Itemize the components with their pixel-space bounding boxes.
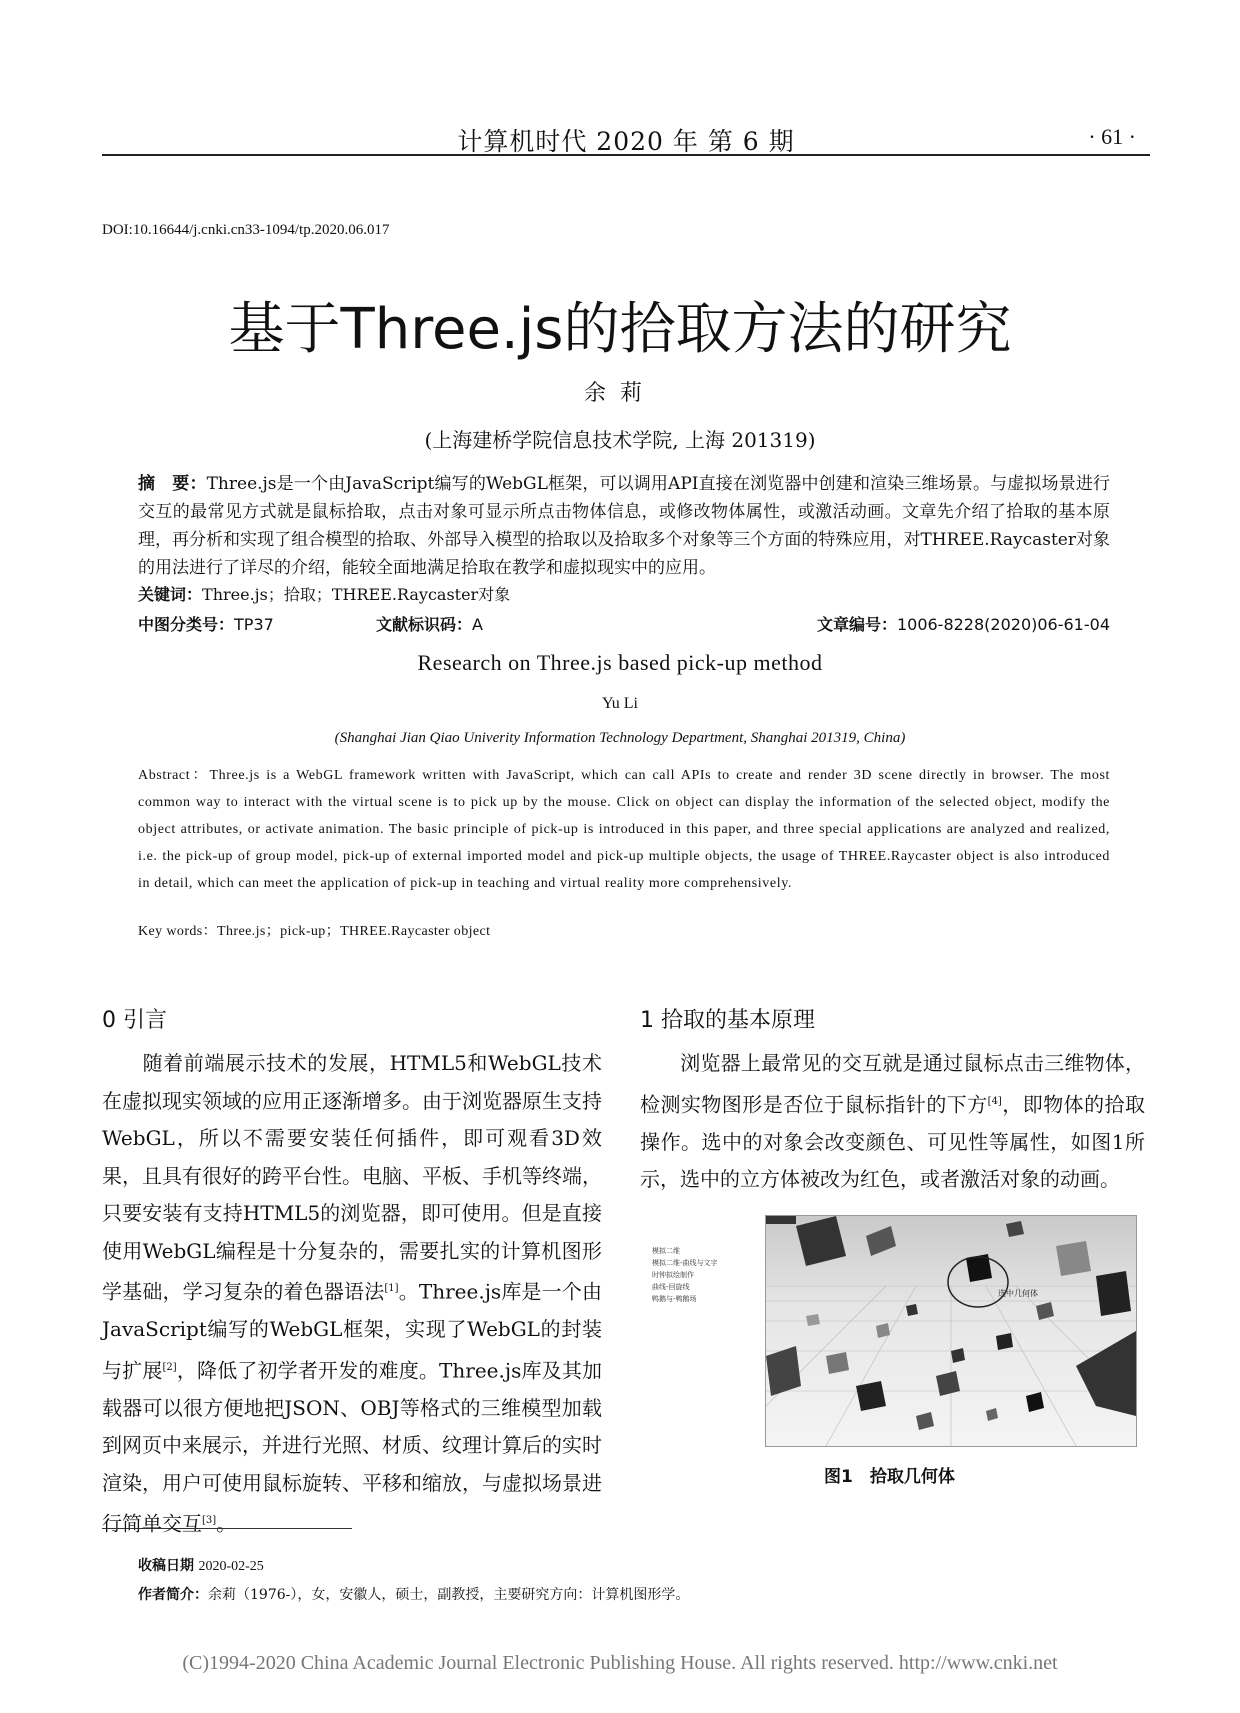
section-0-body: 随着前端展示技术的发展，HTML5和WebGL技术在虚拟现实领域的应用正逐渐增多。由于浏览器原生支持WebGL，所以不需要安装任何插件，即可观看3D效果，且具有很好的跨平台性。电脑、平板、手机等终端，只要安装有支持HTML5的浏览器，即可使用。但是直接使用WebGL编程是十分复杂的，需要扎实的计算机图形学基础，学习复杂的着色器语法[1]。Three.js库是一个由JavaScript编写的WebGL框架，实现了WebGL的封装与扩展[2]，降低了初学者开发的难度。Three.js库及其加载器可以很方便地把JSON、OBJ等格式的三维模型加载到网页中来展示，并进行光照、材质、纹理计算后的实时渲染，用户可使用鼠标旋转、平移和缩放，与虚拟场景进行简单交互[3]。 <box>102 1051 603 1536</box>
cube <box>1056 1241 1091 1276</box>
doi: DOI:10.16644/j.cnki.cn33-1094/tp.2020.06.017 <box>102 222 390 238</box>
figure-1-scene <box>765 1215 1137 1447</box>
ref-1[interactable]: [1] <box>384 1283 399 1294</box>
classification-row <box>138 612 1110 636</box>
page-number: · 61 · <box>1088 124 1136 149</box>
journal-name: 计算机时代 2020 年 第 6 期 <box>457 127 795 156</box>
doc-code: 文献标识码：A <box>376 615 483 634</box>
sidebar-menu-item[interactable]: 鸭鹅与-鸭鹅场 <box>652 1295 697 1303</box>
keywords-en-text: Three.js；pick-up；THREE.Raycaster object <box>217 924 491 939</box>
cube <box>856 1381 886 1411</box>
ref-4[interactable]: [4] <box>987 1095 1002 1107</box>
cube <box>806 1314 820 1326</box>
author-en: Yu Li <box>602 695 638 712</box>
sidebar-menu-item[interactable]: 模拟二维-曲线与文字 <box>652 1259 718 1267</box>
selection-label: 选中几何体 <box>998 1289 1038 1298</box>
affiliation: (上海建桥学院信息技术学院, 上海 201319) <box>424 428 816 452</box>
copyright: (C)1994-2020 China Academic Journal Electronic Publishing House. All rights reserved. http://www.cnki.net <box>182 1652 1058 1674</box>
footnote-rule <box>102 1528 352 1529</box>
abstract-cn <box>138 470 1110 582</box>
section-0-heading: 0 引言 <box>102 1008 167 1033</box>
article-number: 文章编号：1006-8228(2020)06-61-04 <box>816 615 1110 634</box>
keywords-cn <box>138 582 510 605</box>
section-1-heading: 1 拾取的基本原理 <box>640 1008 815 1033</box>
cube <box>996 1333 1013 1350</box>
section-1-body: 浏览器上最常见的交互就是通过鼠标点击三维物体，检测实物图形是否位于鼠标指针的下方[4]，即物体的拾取操作。选中的对象会改变颜色、可见性等属性，如图1所示，选中的立方体被改为红色，或者激活对象的动画。 <box>640 1051 1146 1192</box>
abstract-cn-text: Three.js是一个由JavaScript编写的WebGL框架，可以调用API直接在浏览器中创建和渲染三维场景。与虚拟场景进行交互的最常见方式就是鼠标拾取，点击对象可显示所点击物体信息，或修改物体属性，或激活动画。文章先介绍了拾取的基本原理，再分析和实现了组合模型的拾取、外部导入模型的拾取以及拾取多个对象等三个方面的特殊应用，对THREE.Raycaster对象的用法进行了详尽的介绍，能较全面地满足拾取在教学和虚拟现实中的应用。 <box>138 474 1110 578</box>
keywords-cn-label: 关键词： <box>138 585 203 604</box>
title-en: Research on Three.js based pick-up method <box>417 650 823 675</box>
stats-panel <box>766 1216 796 1224</box>
sidebar-menu-item[interactable]: 曲线-回旋线 <box>652 1283 690 1291</box>
paper-title: 基于Three.js的拾取方法的研究 <box>228 297 1012 362</box>
sidebar-menu-item[interactable]: 时钟拟绘制作 <box>652 1271 694 1279</box>
keywords-cn-text: Three.js；拾取；THREE.Raycaster对象 <box>202 585 511 604</box>
cube <box>906 1304 918 1316</box>
sidebar-menu-item[interactable]: 模拟二维 <box>652 1247 680 1255</box>
abstract-cn-label: 摘 要： <box>138 474 207 494</box>
scene-svg <box>766 1216 1136 1446</box>
author-bio: 作者简介：余莉（1976-），女，安徽人，硕士，副教授，主要研究方向：计算机图形学。 <box>138 1587 690 1603</box>
figure-1-sidebar <box>640 1215 762 1445</box>
figure-1-caption: 图1 拾取几何体 <box>824 1467 955 1487</box>
received-date: 收稿日期 2020-02-25 <box>138 1558 264 1574</box>
ref-3[interactable]: [3] <box>202 1515 217 1527</box>
abstract-en-label: Abstract： <box>138 768 210 783</box>
keywords-en <box>138 920 490 940</box>
footnotes <box>138 1552 689 1609</box>
affiliation-en: (Shanghai Jian Qiao Univerity Information Technology Department, Shanghai 201319, China) <box>334 730 906 746</box>
author: 余莉 <box>583 381 656 406</box>
ref-2[interactable]: [2] <box>162 1361 177 1373</box>
cube <box>1096 1271 1131 1316</box>
clc-code: 中图分类号：TP37 <box>138 615 274 634</box>
abstract-en <box>138 762 1110 897</box>
abstract-en-text: Three.js is a WebGL framework written with JavaScript, which can call APIs to create and render 3D scene directly in browser. The most common way to interact with the virtual scene is to pick up by the mouse. Click on object can display the information of the selected object, modify the object attributes, or activate animation. The basic principle of pick-up is introduced in this paper, and three special applications are analyzed and realized, i.e. the pick-up of group model, pick-up of external imported model and pick-up multiple objects, the usage of THREE.Raycaster object is also introduced in detail, which can meet the application of pick-up in teaching and virtual reality more comprehensively. <box>138 768 1110 891</box>
keywords-en-label: Key words： <box>138 924 218 939</box>
running-header <box>102 118 1150 156</box>
